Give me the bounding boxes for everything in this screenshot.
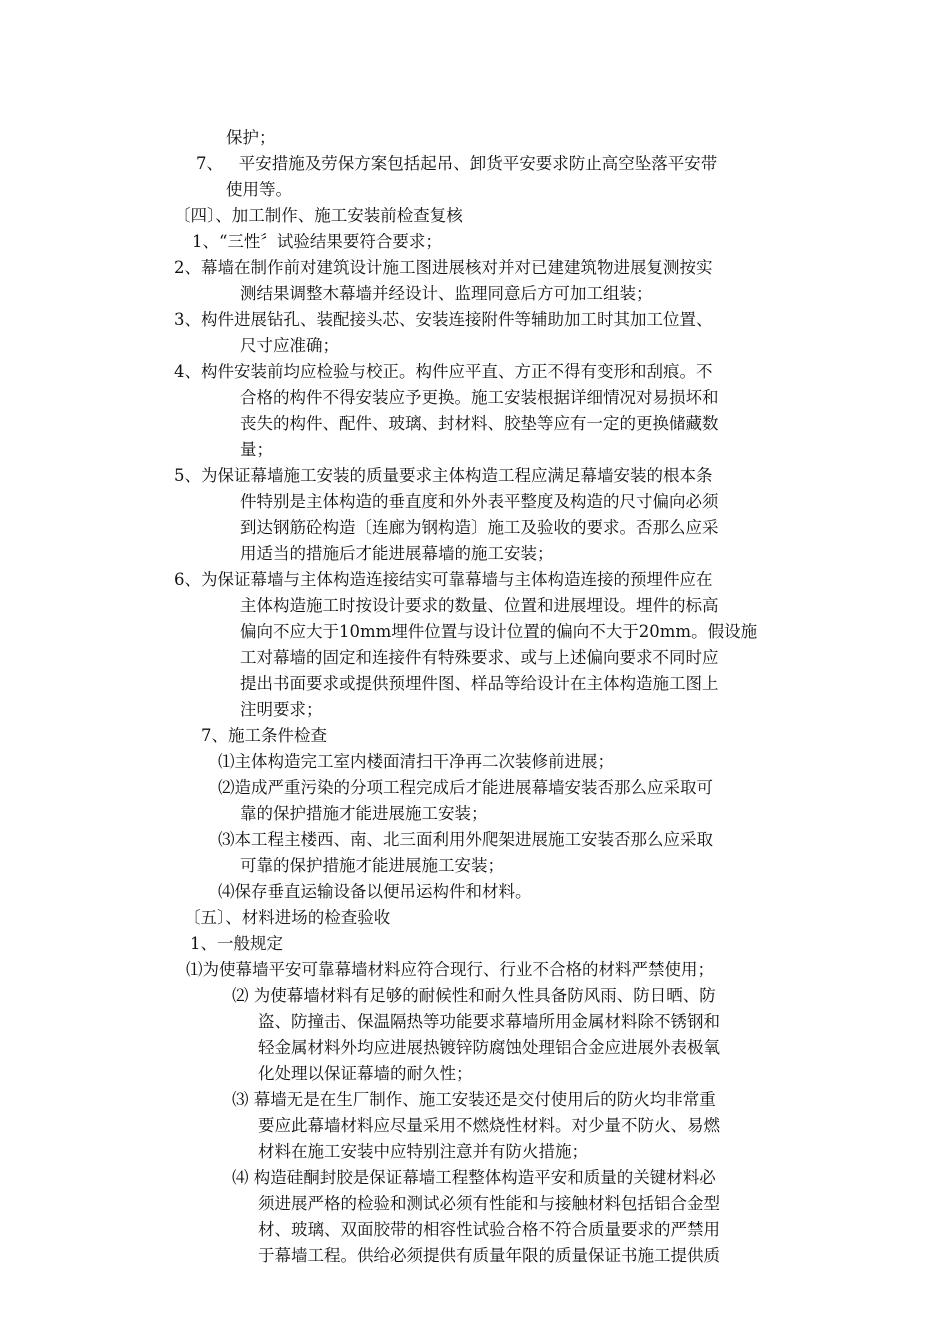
text-line: ⑵ 为使幕墙材料有足够的耐候性和耐久性具备防风雨、防日晒、防 [232,986,716,1005]
text-line: 5、为保证幕墙施工安装的质量要求主体构造工程应满足幕墙安装的根本条 [174,466,713,485]
text-line: ⑶本工程主楼西、南、北三面利用外爬架进展施工安装否那么应采取 [218,830,713,849]
text-line: 7、 平安措施及劳保方案包括起吊、卸货平安要求防止高空坠落平安带 [196,154,718,173]
text-line: 用适当的措施后才能进展幕墙的施工安装； [240,544,554,563]
text-line: 测结果调整木幕墙并经设计、监理同意后方可加工组装； [240,284,653,303]
text-line: 化处理以保证幕墙的耐久性； [258,1064,473,1083]
text-line: 注明要求； [240,700,323,719]
text-line: ⑵造成严重污染的分项工程完成后才能进展幕墙安装否那么应采取可 [218,778,713,797]
text-line: 材、玻璃、双面胶带的相容性试验合格不符合质量要求的严禁用 [258,1220,720,1239]
section-heading: 〔四〕、加工制作、施工安装前检查复核 [174,206,463,225]
text-line: ⑴为使幕墙平安可靠幕墙材料应符合现行、行业不合格的材料严禁使用； [186,960,714,979]
text-line: 1、一般规定 [190,934,283,953]
text-line: 7、施工条件检查 [201,726,327,745]
text-line: 合格的构件不得安装应予更换。施工安装根据详细情况对易损坏和 [240,388,719,407]
text-line: 盗、防撞击、保温隔热等功能要求幕墙所用金属材料除不锈钢和 [258,1012,720,1031]
text-line: 2、幕墙在制作前对建筑设计施工图进展核对并对已建建筑物进展复测按实 [174,258,713,277]
text-line: 主体构造施工时按设计要求的数量、位置和进展埋设。埋件的标高 [240,596,719,615]
text-line: 量； [240,440,273,459]
text-line: 靠的保护措施才能进展施工安装； [240,804,488,823]
text-line: 丧失的构件、配件、玻璃、封材料、胶垫等应有一定的更换储藏数 [240,414,719,433]
text-line: 轻金属材料外均应进展热镀锌防腐蚀处理铝合金应进展外表极氧 [258,1038,720,1057]
text-line: 4、构件安装前均应检验与校正。构件应平直、方正不得有变形和刮痕。不 [174,362,713,381]
text-line: 尺寸应准确； [240,336,339,355]
text-line: 可靠的保护措施才能进展施工安装； [240,856,504,875]
text-line: 到达钢筋砼构造〔连廊为钢构造〕施工及验收的要求。否那么应采 [240,518,719,537]
text-line: 工对幕墙的固定和连接件有特殊要求、或与上述偏向要求不同时应 [240,648,719,667]
text-line: 要应此幕墙材料应尽量采用不燃烧性材料。对少量不防火、易燃 [258,1116,720,1135]
section-heading: 〔五〕、材料进场的检查验收 [184,908,391,927]
text-line: 偏向不应大于10mm埋件位置与设计位置的偏向不大于20mm。假设施 [240,622,758,641]
text-line: 保护； [226,128,276,147]
text-line: 件特别是主体构造的垂直度和外外表平整度及构造的尺寸偏向必须 [240,492,719,511]
text-line: 1、“三性〞试验结果要符合要求； [192,232,442,251]
text-line: 使用等。 [226,180,292,199]
text-line: 6、为保证幕墙与主体构造连接结实可靠幕墙与主体构造连接的预埋件应在 [174,570,713,589]
text-line: 3、构件进展钻孔、装配接头芯、安装连接附件等辅助加工时其加工位置、 [174,310,713,329]
text-line: 材料在施工安装中应特别注意并有防火措施； [258,1142,588,1161]
text-line: 提出书面要求或提供预埋件图、样品等给设计在主体构造施工图上 [240,674,719,693]
text-line: ⑶ 幕墙无是在生厂制作、施工安装还是交付使用后的防火均非常重 [232,1090,716,1109]
text-line: 于幕墙工程。供给必须提供有质量年限的质量保证书施工提供质 [258,1246,720,1265]
text-line: 须进展严格的检验和测试必须有性能和与接触材料包括铝合金型 [258,1194,720,1213]
text-line: ⑷ 构造硅酮封胶是保证幕墙工程整体构造平安和质量的关键材料必 [232,1168,716,1187]
text-line: ⑷保存垂直运输设备以便吊运构件和材料。 [218,882,532,901]
text-line: ⑴主体构造完工室内楼面清扫干净再二次装修前进展； [218,752,614,771]
